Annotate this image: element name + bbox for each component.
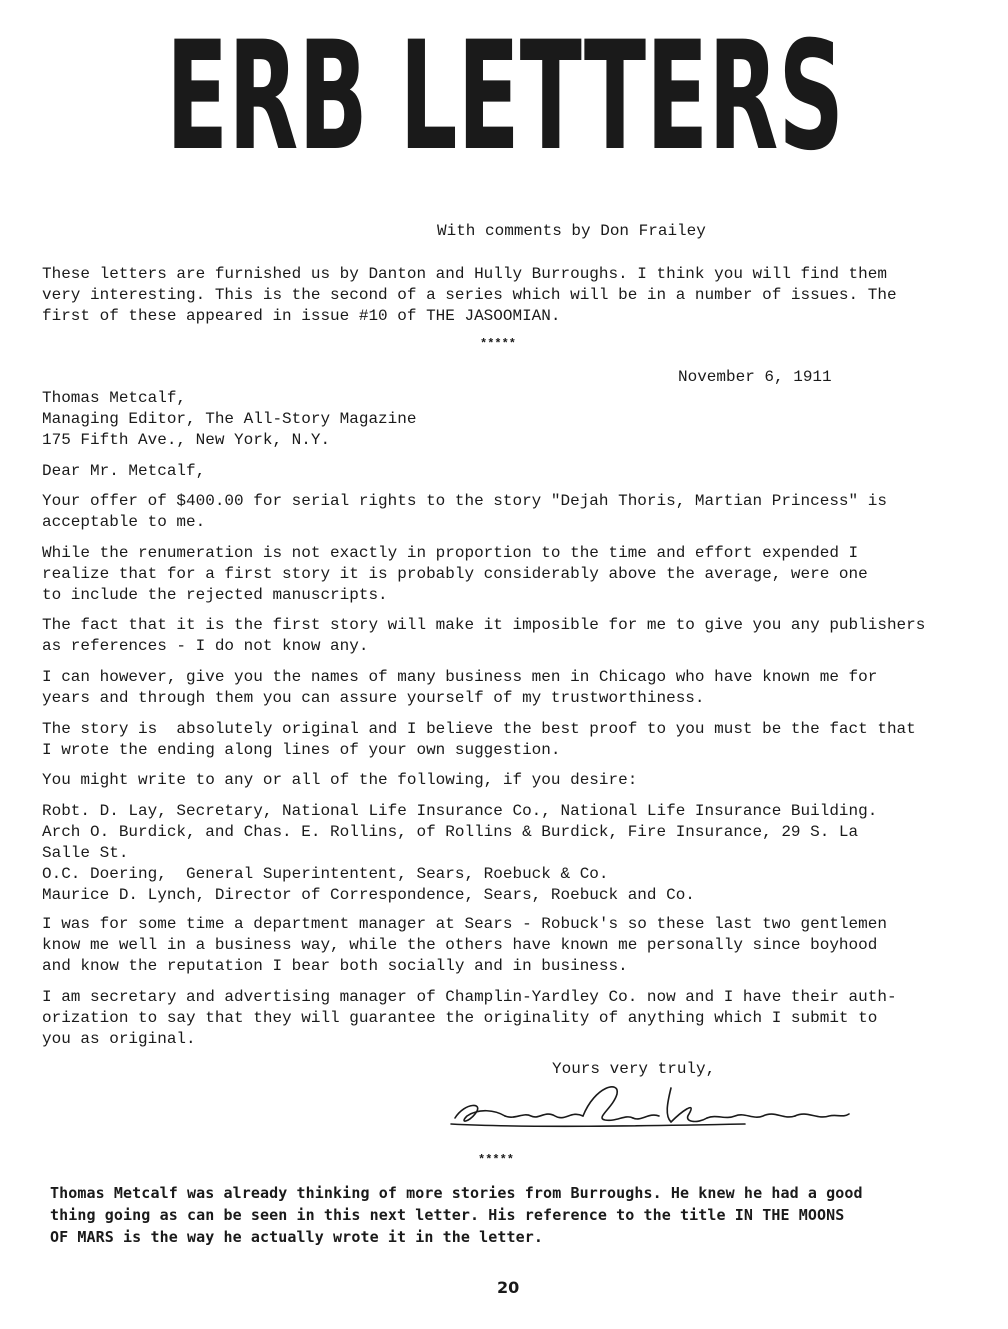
reference-line: Robt. D. Lay, Secretary, National Life Insurance Co., National Life Insurance Building. [42,802,878,820]
reference-line: Arch O. Burdick, and Chas. E. Rollins, of Rollins & Burdick, Fire Insurance, 29 S. La [42,823,859,841]
letter-line: orization to say that they will guarantee the originality of anything which I submit to [42,1009,878,1027]
salutation: Dear Mr. Metcalf, [42,462,206,480]
page-title [160,20,850,160]
reference-line: Salle St. [42,844,129,862]
letter-line: acceptable to me. [42,513,206,531]
intro-line: These letters are furnished us by Danton and Hully Burroughs. I think you will find them [42,265,887,283]
letter-line: to include the rejected manuscripts. [42,586,388,604]
page-title-text: ERB LETTERS [166,20,844,160]
letter-line: realize that for a first story it is probably considerably above the average, were one [42,565,868,583]
byline: With comments by Don Frailey [437,222,706,240]
signature [445,1080,865,1140]
letter-line: Your offer of $400.00 for serial rights to the story "Dejah Thoris, Martian Princess" is [42,492,887,510]
letter-line: and know the reputation I bear both socially and in business. [42,957,628,975]
closing: Yours very truly, [552,1060,716,1078]
page-number: 20 [497,1278,520,1297]
letter-line: I was for some time a department manager at Sears - Robuck's so these last two gentlemen [42,915,887,933]
intro-line: very interesting. This is the second of a series which will be in a number of issues. The [42,286,897,304]
letter-line: While the renumeration is not exactly in proportion to the time and effort expended I [42,544,859,562]
reference-line: Maurice D. Lynch, Director of Correspondence, Sears, Roebuck and Co. [42,886,695,904]
address-line: Managing Editor, The All-Story Magazine [42,410,417,428]
letter-line: I am secretary and advertising manager of Champlin-Yardley Co. now and I have their auth- [42,988,897,1006]
letter-line: I can however, give you the names of many business men in Chicago who have known me for [42,668,878,686]
reference-line: O.C. Doering, General Superintentent, Sears, Roebuck & Co. [42,865,609,883]
letter-line: years and through them you can assure yourself of my trustworthiness. [42,689,705,707]
letter-line: you as original. [42,1030,196,1048]
letter-line: The story is absolutely original and I believe the best proof to you must be the fact that [42,720,916,738]
editor-comment-line: OF MARS is the way he actually wrote it in the letter. [50,1228,544,1246]
separator: ***** [478,1153,515,1167]
letter-line: know me well in a business way, while the others have known me personally since boyhood [42,936,878,954]
letter-line: The fact that it is the first story will make it imposible for me to give you any publishers [42,616,926,634]
editor-comment-line: thing going as can be seen in this next letter. His reference to the title IN THE MOONS [50,1206,845,1224]
letter-line: as references - I do not know any. [42,637,369,655]
address-line: 175 Fifth Ave., New York, N.Y. [42,431,331,449]
letter-line: You might write to any or all of the following, if you desire: [42,771,638,789]
address-line: Thomas Metcalf, [42,389,187,407]
editor-comment-line: Thomas Metcalf was already thinking of more stories from Burroughs. He knew he had a good [50,1184,863,1202]
letter-line: I wrote the ending along lines of your own suggestion. [42,741,561,759]
separator: ***** [480,337,517,351]
intro-line: first of these appeared in issue #10 of THE JASOOMIAN. [42,307,561,325]
letter-date: November 6, 1911 [678,368,832,386]
